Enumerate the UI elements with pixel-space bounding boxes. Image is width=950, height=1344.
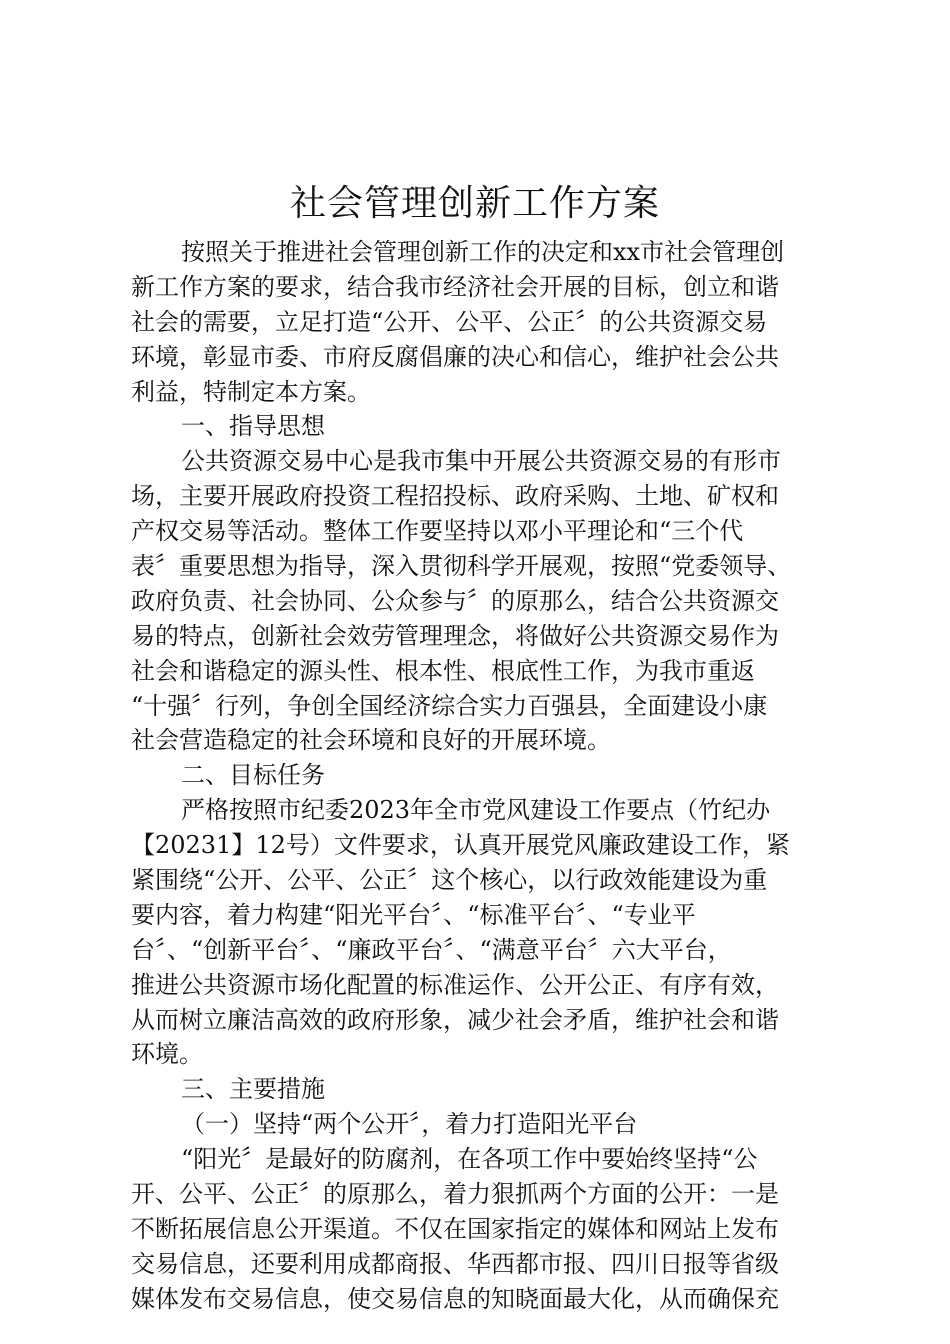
body-line: 不断拓展信息公开渠道。不仅在国家指定的媒体和网站上发布	[131, 1214, 779, 1243]
body-line: 要内容，着力构建“阳光平台〞、“标准平台〞、“专业平	[131, 900, 696, 929]
document-body	[131, 235, 826, 1317]
body-line: 一、指导思想	[181, 412, 325, 441]
body-line: 环境。	[131, 1040, 203, 1069]
body-line: 环境，彰显市委、市府反腐倡廉的决心和信心，维护社会公共	[131, 342, 779, 371]
body-line: （一）坚持“两个公开〞，着力打造阳光平台	[181, 1110, 638, 1139]
body-line: 【20231】12号）文件要求，认真开展党风廉政建设工作，紧	[131, 831, 790, 860]
body-line: 台〞、“创新平台〞、“廉政平台〞、“满意平台〞六大平台，	[131, 935, 732, 964]
body-line: 公共资源交易中心是我市集中开展公共资源交易的有形市	[181, 447, 781, 476]
body-line: 政府负责、社会协同、公众参与〞的原那么，结合公共资源交	[131, 586, 779, 615]
body-line: 新工作方案的要求，结合我市经济社会开展的目标，创立和谐	[131, 272, 779, 301]
body-line: 社会和谐稳定的源头性、根本性、根底性工作，为我市重返	[131, 656, 755, 685]
body-line: 从而树立廉洁高效的政府形象，减少社会矛盾，维护社会和谐	[131, 1005, 779, 1034]
body-line: 产权交易等活动。整体工作要坚持以邓小平理论和“三个代	[131, 517, 744, 546]
body-line: 交易信息，还要利用成都商报、华西都市报、四川日报等省级	[131, 1249, 779, 1278]
body-line: 推进公共资源市场化配置的标准运作、公开公正、有序有效，	[131, 970, 779, 999]
body-line: 三、主要措施	[181, 1075, 325, 1104]
body-line: 紧围绕“公开、公平、公正〞这个核心，以行政效能建设为重	[131, 866, 768, 895]
body-line: 严格按照市纪委2023年全市党风建设工作要点（竹纪办	[181, 796, 771, 825]
body-line: 利益，特制定本方案。	[131, 377, 371, 406]
body-line: 场，主要开展政府投资工程招投标、政府采购、土地、矿权和	[131, 482, 779, 511]
document-title: 社会管理创新工作方案	[289, 183, 660, 224]
body-line: “阳光〞是最好的防腐剂，在各项工作中要始终坚持“公	[181, 1145, 758, 1174]
body-line: 易的特点，创新社会效劳管理理念，将做好公共资源交易作为	[131, 621, 779, 650]
body-line: “十强〞行列，争创全国经济综合实力百强县，全面建设小康	[131, 691, 768, 720]
body-line: 表〞重要思想为指导，深入贯彻科学开展观，按照“党委领导、	[131, 552, 792, 581]
body-line: 社会营造稳定的社会环境和良好的开展环境。	[131, 726, 611, 755]
body-line: 媒体发布交易信息，使交易信息的知晓面最大化，从而确保充	[131, 1284, 779, 1313]
body-line: 开、公平、公正〞的原那么，着力狠抓两个方面的公开：一是	[131, 1180, 779, 1209]
body-line: 按照关于推进社会管理创新工作的决定和xx市社会管理创	[181, 238, 785, 266]
body-line: 社会的需要，立足打造“公开、公平、公正〞的公共资源交易	[131, 307, 768, 336]
body-line: 二、目标任务	[181, 761, 325, 790]
